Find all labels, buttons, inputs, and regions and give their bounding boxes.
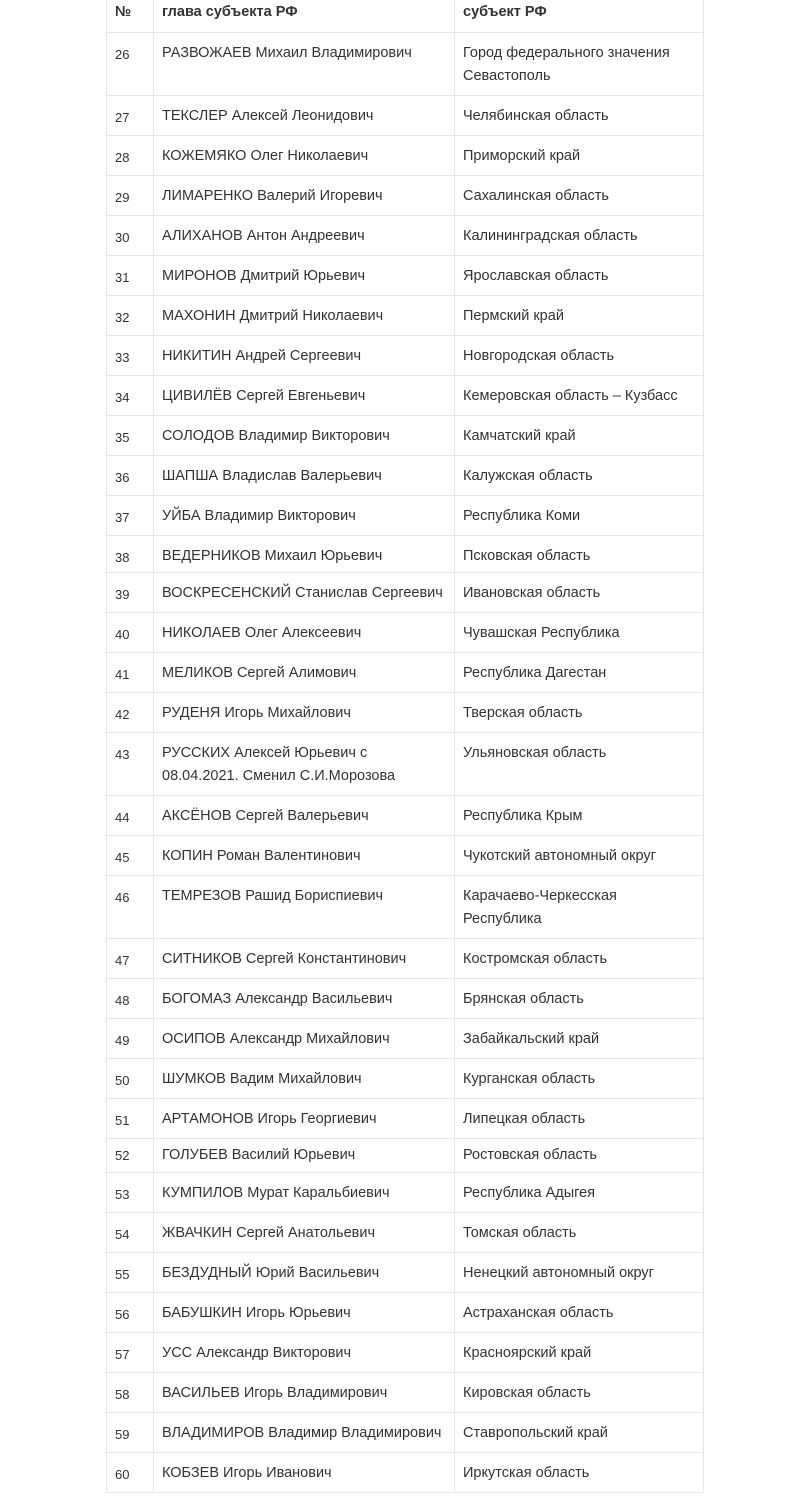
cell-subject: Челябинская область [455, 95, 704, 135]
table-row [107, 95, 704, 135]
cell-head: БЕЗДУДНЫЙ Юрий Васильевич [154, 1252, 455, 1292]
cell-number: 42 [107, 692, 154, 732]
table-row [107, 375, 704, 415]
cell-number: 49 [107, 1018, 154, 1058]
cell-number: 31 [107, 255, 154, 295]
governors-table [106, 0, 704, 1493]
cell-head: НИКОЛАЕВ Олег Алексеевич [154, 612, 455, 652]
cell-head: МАХОНИН Дмитрий Николаевич [154, 295, 455, 335]
cell-subject: Республика Коми [455, 495, 704, 535]
cell-subject: Камчатский край [455, 415, 704, 455]
cell-subject: Астраханская область [455, 1292, 704, 1332]
table-row [107, 1138, 704, 1172]
cell-number: 30 [107, 215, 154, 255]
table-row [107, 415, 704, 455]
cell-number: 55 [107, 1252, 154, 1292]
table-row [107, 732, 704, 795]
cell-number: 51 [107, 1098, 154, 1138]
cell-number: 40 [107, 612, 154, 652]
table-row [107, 692, 704, 732]
cell-subject: Ростовская область [455, 1138, 704, 1172]
cell-subject: Кемеровская область – Кузбасс [455, 375, 704, 415]
cell-number: 46 [107, 875, 154, 938]
cell-head: СИТНИКОВ Сергей Константинович [154, 938, 455, 978]
table-row [107, 455, 704, 495]
cell-head: ЦИВИЛЁВ Сергей Евгеньевич [154, 375, 455, 415]
cell-subject: Калужская область [455, 455, 704, 495]
table-row [107, 335, 704, 375]
cell-head: РУССКИХ Алексей Юрьевич с 08.04.2021. Сменил С.И.Морозова [154, 732, 455, 795]
cell-number: 28 [107, 135, 154, 175]
cell-subject: Ставропольский край [455, 1412, 704, 1452]
cell-number: 58 [107, 1372, 154, 1412]
table-header [107, 0, 704, 32]
cell-head: БОГОМАЗ Александр Васильевич [154, 978, 455, 1018]
cell-subject: Ульяновская область [455, 732, 704, 795]
table-row [107, 32, 704, 95]
cell-subject: Ярославская область [455, 255, 704, 295]
table-row [107, 875, 704, 938]
cell-number: 45 [107, 835, 154, 875]
cell-head: ТЕКСЛЕР Алексей Леонидович [154, 95, 455, 135]
cell-subject: Приморский край [455, 135, 704, 175]
cell-head: КОБЗЕВ Игорь Иванович [154, 1452, 455, 1492]
cell-subject: Карачаево-Черкесская Республика [455, 875, 704, 938]
table-row [107, 1292, 704, 1332]
cell-subject: Республика Крым [455, 795, 704, 835]
cell-head: АРТАМОНОВ Игорь Георгиевич [154, 1098, 455, 1138]
table-row [107, 1058, 704, 1098]
cell-number: 33 [107, 335, 154, 375]
cell-head: ШУМКОВ Вадим Михайлович [154, 1058, 455, 1098]
cell-number: 52 [107, 1138, 154, 1172]
table-row [107, 1412, 704, 1452]
table-row [107, 572, 704, 612]
table-row [107, 135, 704, 175]
cell-subject: Город федерального значения Севастополь [455, 32, 704, 95]
cell-number: 37 [107, 495, 154, 535]
table-row [107, 535, 704, 572]
cell-head: КОЖЕМЯКО Олег Николаевич [154, 135, 455, 175]
column-header-number: № [107, 0, 154, 32]
cell-head: АЛИХАНОВ Антон Андреевич [154, 215, 455, 255]
cell-subject: Курганская область [455, 1058, 704, 1098]
cell-number: 59 [107, 1412, 154, 1452]
cell-number: 34 [107, 375, 154, 415]
table-body [107, 32, 704, 1492]
cell-subject: Брянская область [455, 978, 704, 1018]
cell-number: 56 [107, 1292, 154, 1332]
cell-subject: Чувашская Республика [455, 612, 704, 652]
cell-number: 50 [107, 1058, 154, 1098]
cell-subject: Ивановская область [455, 572, 704, 612]
table-row [107, 255, 704, 295]
cell-subject: Ненецкий автономный округ [455, 1252, 704, 1292]
cell-subject: Забайкальский край [455, 1018, 704, 1058]
cell-number: 57 [107, 1332, 154, 1372]
cell-head: ВЛАДИМИРОВ Владимир Владимирович [154, 1412, 455, 1452]
cell-subject: Кировская область [455, 1372, 704, 1412]
cell-number: 44 [107, 795, 154, 835]
cell-number: 47 [107, 938, 154, 978]
cell-head: РАЗВОЖАЕВ Михаил Владимирович [154, 32, 455, 95]
column-header-head: глава субъекта РФ [154, 0, 455, 32]
table-row [107, 175, 704, 215]
cell-subject: Сахалинская область [455, 175, 704, 215]
cell-head: УЙБА Владимир Викторович [154, 495, 455, 535]
table-row [107, 1332, 704, 1372]
table-row [107, 795, 704, 835]
table-row [107, 215, 704, 255]
table-row [107, 652, 704, 692]
cell-head: ВОСКРЕСЕНСКИЙ Станислав Сергеевич [154, 572, 455, 612]
cell-subject: Томская область [455, 1212, 704, 1252]
table-row [107, 612, 704, 652]
table-row [107, 938, 704, 978]
cell-subject: Пермский край [455, 295, 704, 335]
cell-head: АКСЁНОВ Сергей Валерьевич [154, 795, 455, 835]
cell-number: 32 [107, 295, 154, 335]
cell-number: 27 [107, 95, 154, 135]
cell-head: РУДЕНЯ Игорь Михайлович [154, 692, 455, 732]
cell-head: КУМПИЛОВ Мурат Каральбиевич [154, 1172, 455, 1212]
cell-head: ГОЛУБЕВ Василий Юрьевич [154, 1138, 455, 1172]
cell-number: 26 [107, 32, 154, 95]
cell-number: 53 [107, 1172, 154, 1212]
cell-head: КОПИН Роман Валентинович [154, 835, 455, 875]
table-row [107, 1252, 704, 1292]
table-row [107, 1212, 704, 1252]
cell-subject: Республика Адыгея [455, 1172, 704, 1212]
cell-subject: Псковская область [455, 535, 704, 572]
table-row [107, 1372, 704, 1412]
cell-head: УСС Александр Викторович [154, 1332, 455, 1372]
cell-subject: Чукотский автономный округ [455, 835, 704, 875]
cell-subject: Республика Дагестан [455, 652, 704, 692]
table-row [107, 835, 704, 875]
table-row [107, 295, 704, 335]
column-header-subject: субъект РФ [455, 0, 704, 32]
cell-number: 35 [107, 415, 154, 455]
cell-head: ЛИМАРЕНКО Валерий Игоревич [154, 175, 455, 215]
cell-head: ЖВАЧКИН Сергей Анатольевич [154, 1212, 455, 1252]
cell-head: НИКИТИН Андрей Сергеевич [154, 335, 455, 375]
table-row [107, 1098, 704, 1138]
cell-head: ОСИПОВ Александр Михайлович [154, 1018, 455, 1058]
cell-head: ВАСИЛЬЕВ Игорь Владимирович [154, 1372, 455, 1412]
table-row [107, 1452, 704, 1492]
header-row [107, 0, 704, 32]
cell-head: МЕЛИКОВ Сергей Алимович [154, 652, 455, 692]
cell-number: 29 [107, 175, 154, 215]
cell-subject: Калининградская область [455, 215, 704, 255]
cell-head: МИРОНОВ Дмитрий Юрьевич [154, 255, 455, 295]
cell-subject: Иркутская область [455, 1452, 704, 1492]
cell-head: СОЛОДОВ Владимир Викторович [154, 415, 455, 455]
table-row [107, 978, 704, 1018]
cell-subject: Тверская область [455, 692, 704, 732]
cell-head: ШАПША Владислав Валерьевич [154, 455, 455, 495]
cell-number: 54 [107, 1212, 154, 1252]
cell-subject: Липецкая область [455, 1098, 704, 1138]
cell-number: 39 [107, 572, 154, 612]
table-row [107, 1018, 704, 1058]
cell-head: ТЕМРЕЗОВ Рашид Бориспиевич [154, 875, 455, 938]
cell-head: ВЕДЕРНИКОВ Михаил Юрьевич [154, 535, 455, 572]
cell-number: 48 [107, 978, 154, 1018]
cell-subject: Новгородская область [455, 335, 704, 375]
cell-number: 60 [107, 1452, 154, 1492]
cell-number: 38 [107, 535, 154, 572]
cell-subject: Костромская область [455, 938, 704, 978]
table-row [107, 1172, 704, 1212]
cell-subject: Красноярский край [455, 1332, 704, 1372]
cell-number: 41 [107, 652, 154, 692]
cell-number: 36 [107, 455, 154, 495]
cell-head: БАБУШКИН Игорь Юрьевич [154, 1292, 455, 1332]
table-row [107, 495, 704, 535]
cell-number: 43 [107, 732, 154, 795]
